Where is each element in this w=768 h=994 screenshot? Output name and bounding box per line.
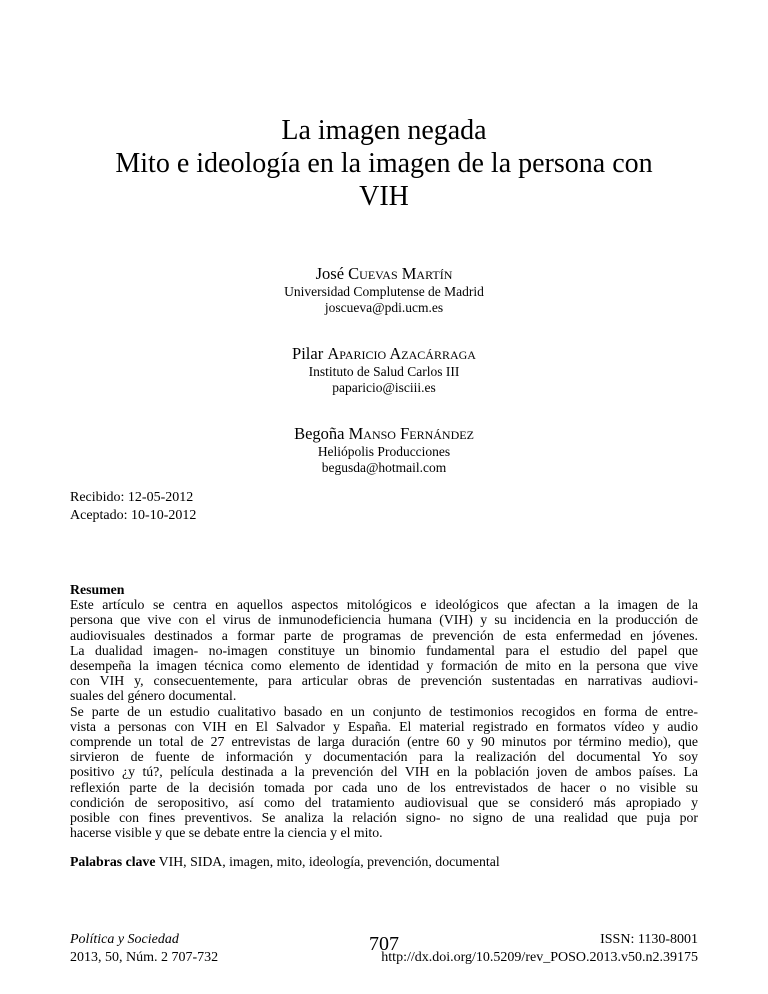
author-affiliation: Universidad Complutense de Madrid	[284, 284, 484, 299]
abstract-line: positivo ¿y tú?, película destinada a la prevención del VIH en la población joven de ambos países. La	[70, 764, 698, 780]
keywords-label: Palabras clave	[70, 854, 156, 869]
article-title	[0, 114, 768, 213]
submission-dates	[70, 489, 196, 525]
abstract-line: condición de seropositivo, así como del tratamiento audiovisual que se consideró más apropiado y	[70, 794, 698, 810]
issn: ISSN: 1130-8001	[600, 932, 698, 947]
author-affiliation: Heliópolis Producciones	[317, 444, 451, 459]
author-last-name: Aparicio Azacárraga	[327, 344, 476, 363]
title-line: Mito e ideología en la imagen de la persona con	[115, 148, 653, 179]
abstract-line: La dualidad imagen- no-imagen constituye un binomio fundamental para el estudio del papel que	[70, 642, 698, 658]
author-block	[0, 264, 768, 316]
author-email[interactable]: paparicio@isciii.es	[332, 380, 436, 395]
author-name	[0, 344, 768, 364]
author-affiliation: Instituto de Salud Carlos III	[308, 364, 460, 379]
journal-issue: 2013, 50, Núm. 2 707-732	[70, 950, 219, 965]
abstract-body	[70, 597, 698, 840]
abstract-line: Este artículo se centra en aquellos aspectos mitológicos e ideológicos que afectan a la imagen de la	[70, 597, 698, 613]
author-block	[0, 424, 768, 476]
abstract-line: sirvieron de fuente de información y documentación para la realización del documental Yo soy	[70, 749, 698, 765]
keywords-text: VIH, SIDA, imagen, mito, ideología, prevención, documental	[155, 854, 500, 869]
abstract-line: reflexión parte de la decisión tomada por cada uno de los entrevistados de hacer o no visible su	[70, 779, 698, 795]
title-line: La imagen negada	[281, 115, 487, 146]
footer-identifiers	[381, 931, 698, 967]
doi-link[interactable]: http://dx.doi.org/10.5209/rev_POSO.2013.v50.n2.39175	[381, 950, 698, 965]
accepted-date: Aceptado: 10-10-2012	[70, 508, 197, 523]
abstract-line: vista a personas con VIH en El Salvador y España. El material registrado en formatos vídeo y audio	[70, 718, 698, 734]
author-first-name: José	[315, 264, 345, 283]
author-name	[0, 424, 768, 444]
abstract-line: Se parte de un estudio cualitativo basado en un conjunto de testimonios recogidos en forma de entre-	[70, 703, 698, 719]
abstract-line: con VIH y, consecuentemente, para articular obras de prevención sustentadas en narrativas audiovi-	[70, 673, 698, 689]
abstract	[70, 582, 698, 840]
author-name	[0, 264, 768, 284]
author-email[interactable]: joscueva@pdi.ucm.es	[324, 300, 444, 315]
author-block	[0, 344, 768, 396]
abstract-line: posible con fines preventivos. Se analiza la relación signo- no signo de una realidad que puja por	[70, 810, 698, 826]
abstract-line: hacerse visible y que se debate entre la ciencia y el mito.	[70, 825, 383, 841]
keywords	[70, 854, 500, 870]
abstract-line: persona que vive con el virus de inmunodeficiencia humana (VIH) y su incidencia en la producción de	[70, 612, 698, 628]
author-email[interactable]: begusda@hotmail.com	[321, 460, 447, 475]
page-number: 707	[369, 933, 399, 955]
abstract-heading: Resumen	[70, 582, 125, 597]
abstract-line: suales del género documental.	[70, 688, 237, 704]
author-last-name: Cuevas Martín	[348, 264, 453, 283]
abstract-line: desempeña la imagen técnica como elemento de identidad y formación de mito en la persona que vive	[70, 658, 698, 674]
received-date: Recibido: 12-05-2012	[70, 490, 194, 505]
abstract-line: comprende un total de 27 entrevistas de larga duración (entre 60 y 90 minutos por término medio), que	[70, 734, 698, 750]
journal-name: Política y Sociedad	[70, 932, 179, 947]
author-last-name: Manso Fernández	[348, 424, 474, 443]
author-first-name: Pilar	[292, 344, 324, 363]
author-first-name: Begoña	[294, 424, 345, 443]
abstract-line: audiovisuales destinados a formar parte de programas de prevención de esta enfermedad en jóvenes.	[70, 627, 698, 643]
title-line: VIH	[359, 181, 409, 212]
